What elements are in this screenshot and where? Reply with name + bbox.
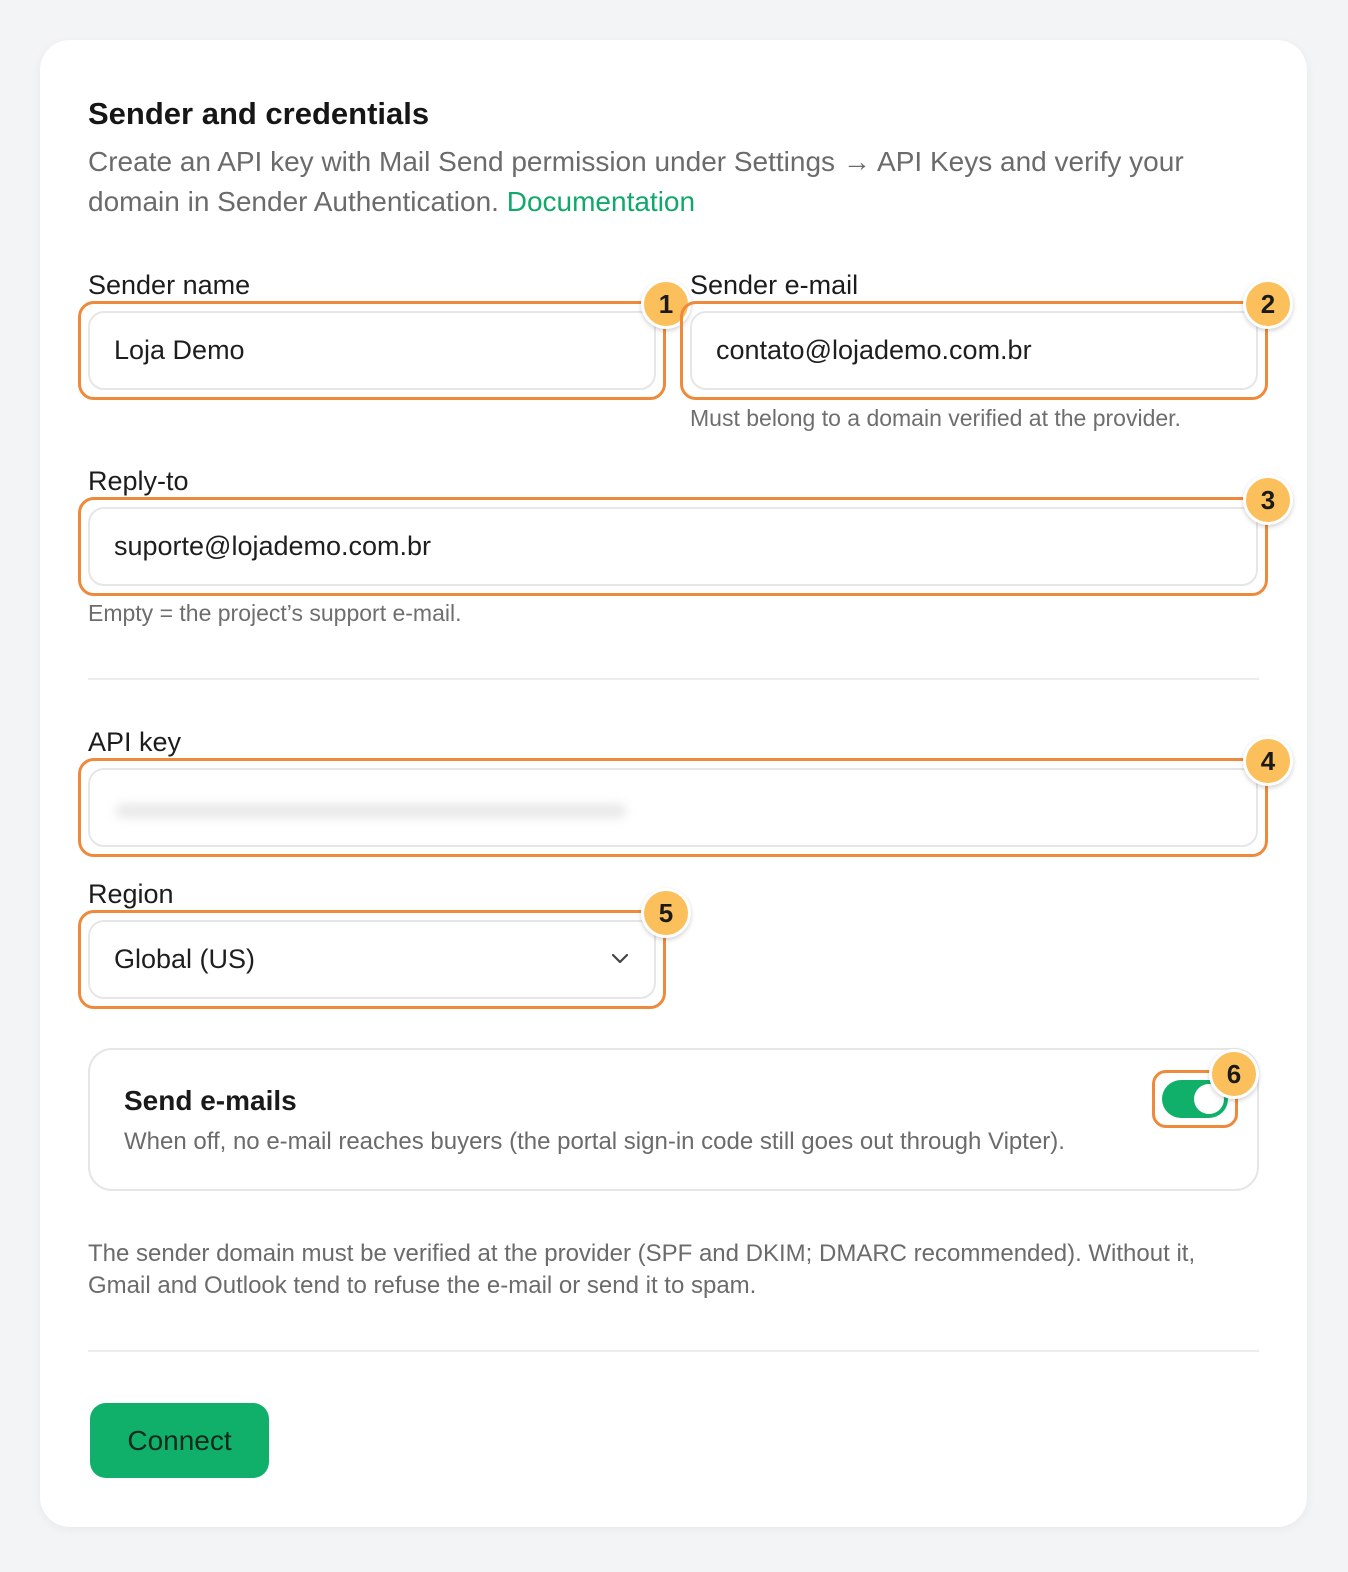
- sender-email-label: Sender e-mail: [690, 270, 859, 300]
- section-description: [88, 142, 1228, 222]
- section-title: Sender and credentials: [88, 96, 430, 131]
- sender-email-input[interactable]: contato@lojademo.com.br: [690, 311, 1258, 390]
- sender-name-label: Sender name: [88, 270, 251, 300]
- documentation-link[interactable]: Documentation: [506, 186, 696, 217]
- badge-2: 2: [1243, 279, 1293, 329]
- divider: [88, 1350, 1259, 1352]
- sender-name-input[interactable]: Loja Demo: [88, 311, 656, 390]
- badge-6: 6: [1209, 1049, 1259, 1099]
- region-label: Region: [88, 879, 174, 909]
- domain-verification-note: The sender domain must be verified at the provider (SPF and DKIM; DMARC recommended). Without it, Gmail and Outlook tend to refuse the e-mail or send it to spam.: [88, 1240, 1196, 1299]
- sender-email-help: Must belong to a domain verified at the provider.: [690, 405, 1181, 431]
- api-key-redacted: [116, 804, 626, 818]
- send-emails-card: [88, 1048, 1259, 1191]
- badge-5: 5: [641, 888, 691, 938]
- reply-to-input[interactable]: suporte@lojademo.com.br: [88, 507, 1258, 586]
- divider: [88, 678, 1259, 680]
- reply-to-help: Empty = the project’s support e-mail.: [88, 600, 462, 626]
- send-emails-description: When off, no e-mail reaches buyers (the portal sign-in code still goes out through Vipter).: [124, 1128, 1065, 1155]
- reply-to-label: Reply-to: [88, 466, 189, 496]
- connect-button[interactable]: Connect: [90, 1403, 269, 1478]
- send-emails-title: Send e-mails: [124, 1085, 297, 1116]
- badge-4: 4: [1243, 736, 1293, 786]
- chevron-down-icon: [608, 947, 632, 971]
- description-text: Create an API key with Mail Send permission under Settings → API Keys and verify your domain in Sender Authentication.: [88, 146, 1184, 217]
- api-key-label: API key: [88, 727, 182, 757]
- sender-credentials-card: [40, 40, 1307, 1527]
- badge-3: 3: [1243, 475, 1293, 525]
- region-select[interactable]: Global (US): [88, 920, 656, 999]
- badge-1: 1: [641, 279, 691, 329]
